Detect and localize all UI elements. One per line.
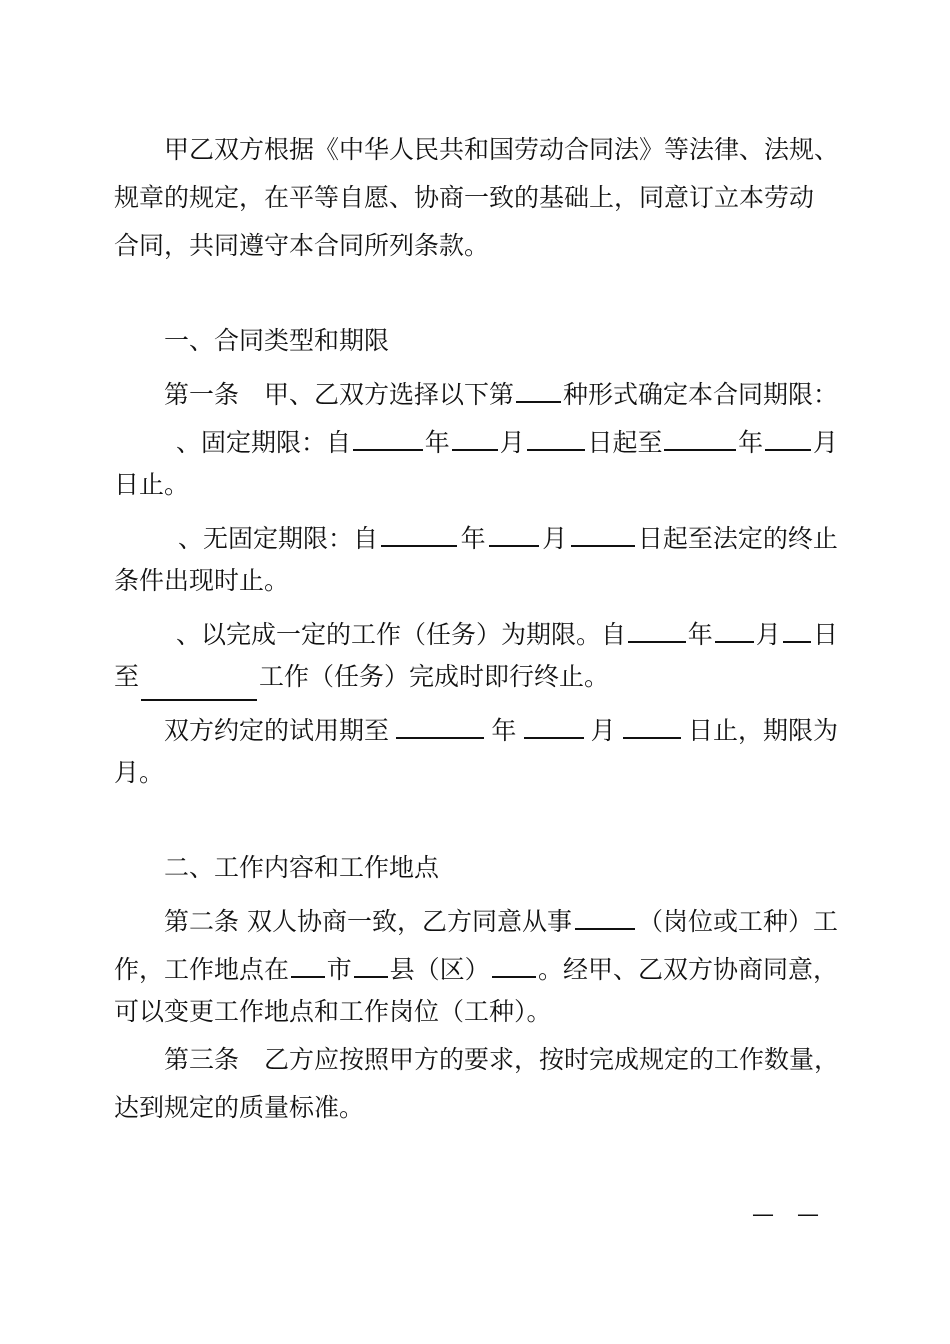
article2-text-c: 作，工作地点在 (114, 955, 290, 984)
task-term-line (176, 605, 838, 653)
task-term-end-line (114, 653, 838, 701)
trial-day-blank[interactable] (623, 701, 681, 739)
county-blank[interactable] (354, 940, 388, 978)
open-start-month-blank[interactable] (489, 509, 539, 547)
article3-line-2 (114, 1084, 838, 1132)
fixed-start-day-blank[interactable] (527, 413, 586, 451)
job-position-blank[interactable] (575, 892, 635, 930)
fixed-end-month-blank[interactable] (765, 413, 811, 451)
month-label: 月 (812, 428, 838, 457)
trial-period-end-text: 月。 (114, 758, 165, 787)
trial-period-suffix: 日止，期限为 (687, 716, 838, 745)
intro-text-1: 甲乙双方根据《中华人民共和国劳动合同法》等法律、法规、 (164, 135, 840, 164)
year-label: 年 (491, 716, 517, 745)
open-term-label: 、无固定期限：自 (178, 524, 379, 553)
task-to-label: 至 (114, 662, 140, 691)
article2-line-2 (114, 940, 838, 988)
trial-period-end-line (114, 749, 838, 797)
day-from-label: 日起至 (587, 428, 663, 457)
article2-text-a: 第二条 双人协商一致，乙方同意从事 (164, 907, 572, 936)
fixed-term-line (176, 413, 838, 461)
fixed-start-month-blank[interactable] (452, 413, 498, 451)
month-label: 月 (499, 428, 525, 457)
task-start-day-blank[interactable] (783, 605, 811, 643)
article1-text-a: 第一条 甲、乙双方选择以下第 (164, 380, 515, 409)
task-term-suffix: 工作（任务）完成时即行终止。 (259, 662, 610, 691)
fixed-term-end-text: 日止。 (114, 470, 190, 499)
article3-text-b: 达到规定的质量标准。 (114, 1093, 365, 1122)
open-term-end-text: 条件出现时止。 (114, 566, 290, 595)
article1-line (164, 365, 838, 413)
open-start-year-blank[interactable] (381, 509, 457, 547)
page-number-marker: — — (752, 1202, 827, 1227)
fixed-term-label: 、固定期限：自 (176, 428, 352, 457)
section1-heading-text: 一、合同类型和期限 (164, 326, 390, 355)
intro-line-2 (114, 174, 838, 222)
year-label: 年 (687, 620, 713, 649)
fixed-term-end-line (114, 461, 838, 509)
section2-heading (164, 844, 838, 892)
task-start-year-blank[interactable] (628, 605, 686, 643)
intro-text-3: 合同，共同遵守本合同所列条款。 (114, 231, 490, 260)
trial-period-label: 双方约定的试用期至 (164, 716, 390, 745)
article2-line-3 (114, 988, 838, 1036)
article3-line-1 (164, 1036, 838, 1084)
article1-text-b: 种形式确定本合同期限： (562, 380, 838, 409)
article2-text-d: 。经甲、乙双方协商同意， (538, 955, 839, 984)
fixed-start-year-blank[interactable] (353, 413, 423, 451)
day-label: 日 (812, 620, 838, 649)
fixed-end-year-blank[interactable] (664, 413, 736, 451)
year-label: 年 (460, 524, 486, 553)
month-label: 月 (542, 524, 568, 553)
open-term-suffix: 日起至法定的终止 (637, 524, 838, 553)
location-detail-blank[interactable] (492, 940, 536, 978)
open-term-end-line (114, 557, 838, 605)
month-label: 月 (755, 620, 781, 649)
form-choice-blank[interactable] (516, 365, 561, 403)
section1-heading (164, 317, 838, 365)
task-start-month-blank[interactable] (715, 605, 754, 643)
article3-text-a: 第三条 乙方应按照甲方的要求，按时完成规定的工作数量， (164, 1045, 840, 1074)
open-term-line (178, 509, 838, 557)
city-label: 市 (326, 955, 352, 984)
intro-line-1 (114, 126, 838, 174)
trial-month-blank[interactable] (524, 701, 584, 739)
county-label: 县（区） (389, 955, 490, 984)
article2-text-b: （岗位或工种）工 (637, 907, 838, 936)
intro-line-3 (114, 222, 838, 270)
article2-text-e: 可以变更工作地点和工作岗位（工种）。 (114, 997, 552, 1026)
intro-text-2: 规章的规定，在平等自愿、协商一致的基础上，同意订立本劳动 (114, 183, 815, 212)
month-label: 月 (590, 716, 616, 745)
article2-line-1 (164, 892, 838, 940)
year-label: 年 (738, 428, 764, 457)
trial-period-line (164, 701, 838, 749)
city-blank[interactable] (291, 940, 325, 978)
year-label: 年 (424, 428, 450, 457)
section2-heading-text: 二、工作内容和工作地点 (164, 853, 440, 882)
task-name-blank[interactable] (141, 663, 257, 701)
open-start-day-blank[interactable] (571, 509, 635, 547)
trial-year-blank[interactable] (396, 701, 484, 739)
task-term-label: 、以完成一定的工作（任务）为期限。自 (176, 620, 627, 649)
